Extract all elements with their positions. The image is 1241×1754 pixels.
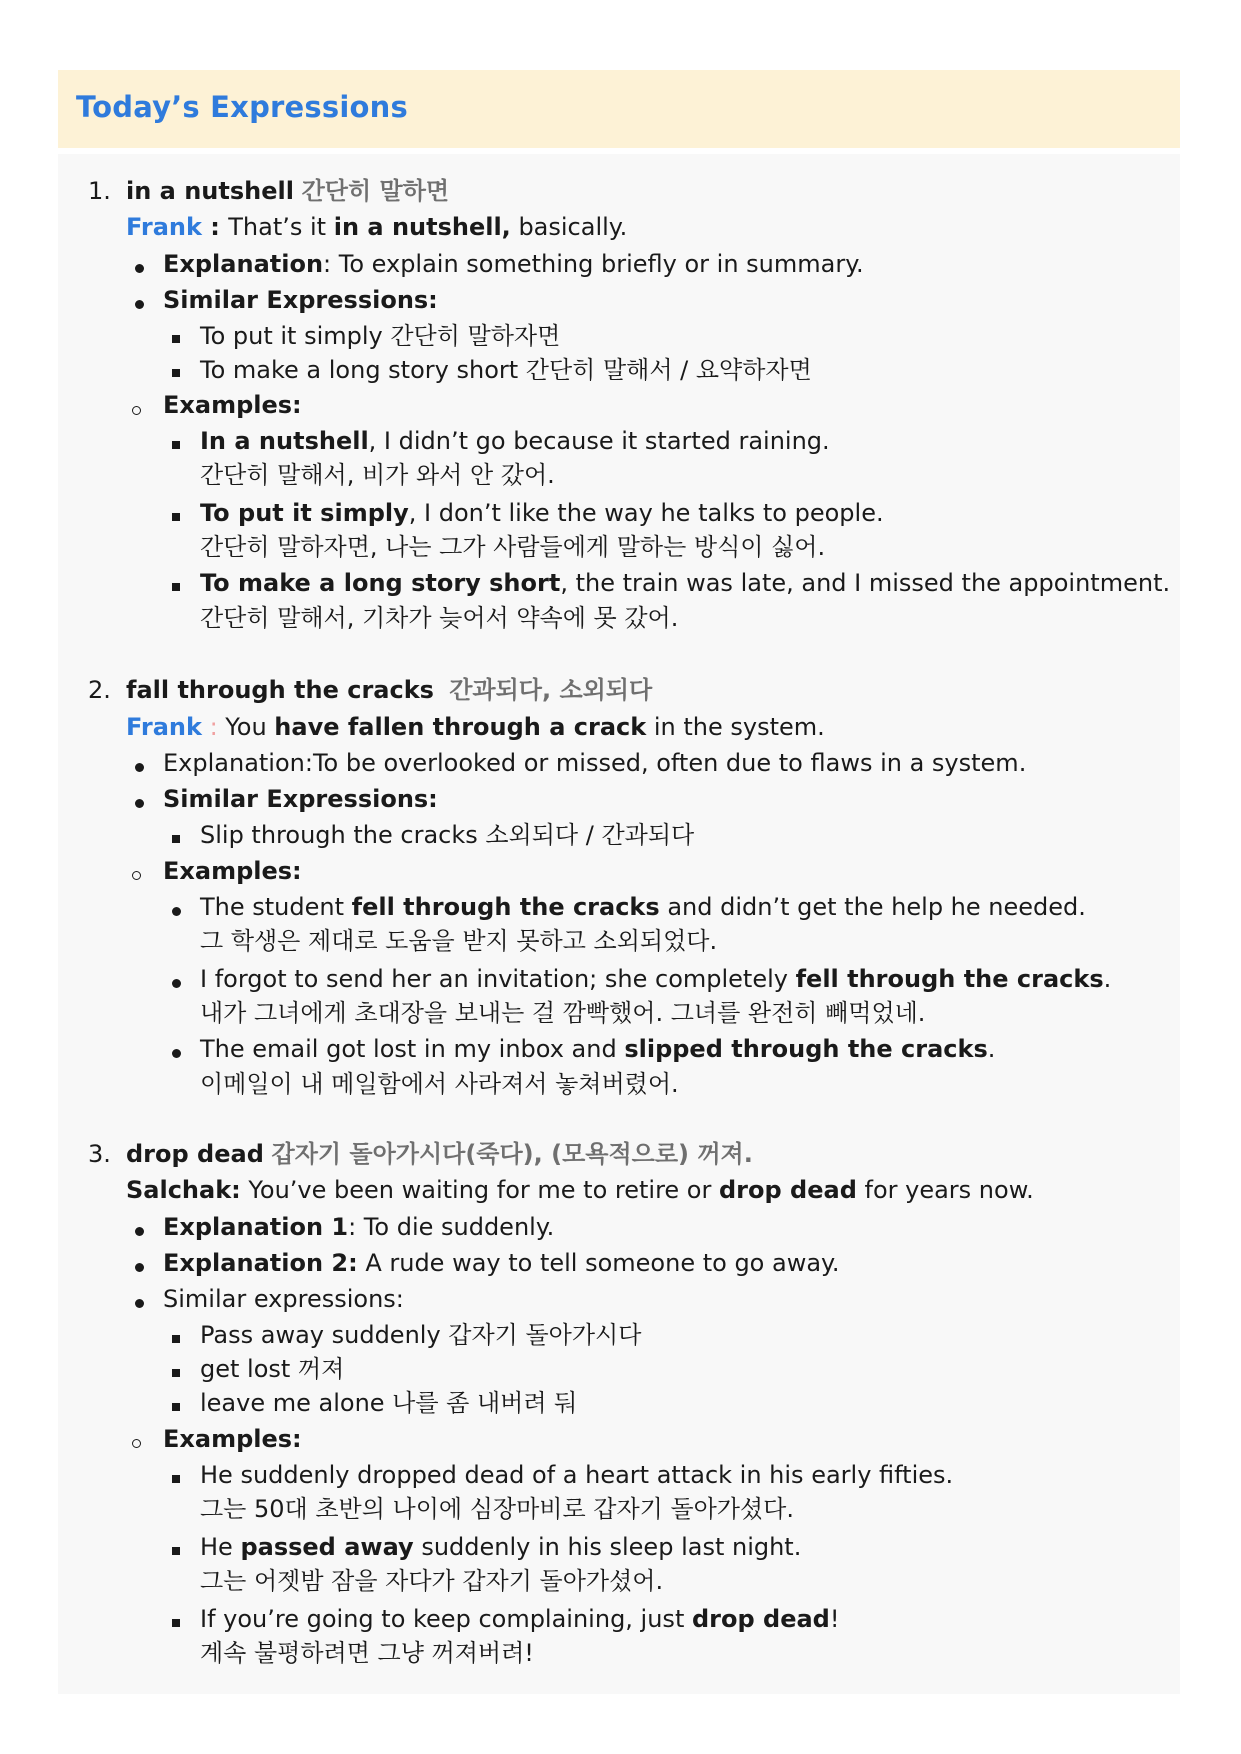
example-highlight: fell through the cracks — [795, 965, 1104, 993]
example-en — [200, 423, 830, 459]
bullet-circle-icon — [132, 871, 141, 880]
example-text: , the train was late, and I missed the appointment. — [560, 569, 1171, 597]
similar-heading — [163, 1281, 404, 1317]
section-title — [126, 173, 449, 209]
section-number: 3. — [88, 1140, 111, 1168]
section-title — [126, 1136, 753, 1172]
example-text: If you’re going to keep complaining, just — [200, 1605, 692, 1633]
expression-korean: 간단히 말하면 — [301, 177, 450, 205]
explanation-label: Explanation — [163, 749, 305, 777]
dialogue-highlight: drop dead — [719, 1176, 857, 1204]
explanation — [163, 1209, 554, 1245]
bullet-square-icon — [172, 1547, 180, 1555]
explanation-text: : To explain something briefly or in summary. — [323, 250, 864, 278]
similar-item: To put it simply 간단히 말하자면 — [200, 322, 561, 350]
example-text: and didn’t get the help he needed. — [659, 893, 1086, 921]
speaker-name: Frank — [126, 713, 202, 741]
expression: drop dead — [126, 1140, 264, 1168]
bullet-disc-icon — [135, 1227, 144, 1236]
example-en — [200, 565, 1170, 601]
bullet-square-icon — [172, 1335, 180, 1343]
similar-label: Similar Expressions: — [163, 286, 438, 314]
example-en — [200, 961, 1111, 997]
example-ko: 내가 그녀에게 초대장을 보내는 걸 깜빡했어. 그녀를 완전히 빼먹었네. — [200, 999, 926, 1027]
explanation — [163, 246, 864, 282]
example-text: I forgot to send her an invitation; she completely — [200, 965, 796, 993]
example-highlight: fell through the cracks — [351, 893, 660, 921]
bullet-disc-icon — [135, 1299, 144, 1308]
explanation — [163, 745, 1026, 781]
example-highlight: passed away — [240, 1533, 414, 1561]
example-highlight: drop dead — [691, 1605, 830, 1633]
dialogue-text: That’s it — [228, 213, 334, 241]
example-text: The student — [200, 893, 352, 921]
similar-colon: : — [395, 1285, 404, 1313]
bullet-disc-icon — [172, 1049, 181, 1058]
explanation-text: : To die suddenly. — [348, 1213, 555, 1241]
example-text: suddenly in his sleep last night. — [413, 1533, 802, 1561]
expression-korean: 간과되다, 소외되다 — [449, 676, 653, 704]
example-text: . — [987, 1035, 996, 1063]
speaker-separator: : — [201, 213, 229, 241]
speaker-separator: : — [201, 713, 226, 741]
speaker-name: Frank — [126, 213, 202, 241]
expression: fall through the cracks — [126, 676, 434, 704]
example-text: , I didn’t go because it started raining. — [368, 427, 830, 455]
bullet-square-icon — [172, 1475, 180, 1483]
example-ko: 간단히 말해서, 기차가 늦어서 약속에 못 갔어. — [200, 604, 679, 632]
similar-label: Similar expressions — [163, 1285, 396, 1313]
bullet-square-icon — [172, 583, 180, 591]
similar-item: To make a long story short 간단히 말해서 / 요약하자면 — [200, 356, 812, 384]
example-highlight: slipped through the cracks — [624, 1035, 988, 1063]
example-en — [200, 495, 884, 531]
explanation-text: A rude way to tell someone to go away. — [357, 1249, 840, 1277]
example-en — [200, 1031, 995, 1067]
example-highlight: To put it simply — [200, 499, 409, 527]
page-title: Today’s Expressions — [76, 90, 408, 124]
example-ko: 그는 어젯밤 잠을 자다가 갑자기 돌아가셨어. — [200, 1567, 664, 1595]
explanation — [163, 1245, 839, 1281]
bullet-square-icon — [172, 369, 180, 377]
explanation-label: Explanation 2: — [163, 1249, 358, 1277]
example-text: ! — [829, 1605, 840, 1633]
example-highlight: To make a long story short — [200, 569, 561, 597]
bullet-disc-icon — [135, 799, 144, 808]
example-text: He — [200, 1533, 241, 1561]
section-number: 1. — [88, 177, 111, 205]
example-text: The email got lost in my inbox and — [200, 1035, 625, 1063]
example-text: , I don’t like the way he talks to people. — [408, 499, 884, 527]
examples-label: Examples: — [163, 1425, 302, 1453]
bullet-disc-icon — [172, 979, 181, 988]
bullet-disc-icon — [172, 907, 181, 916]
example-ko: 간단히 말하자면, 나는 그가 사람들에게 말하는 방식이 싫어. — [200, 533, 826, 561]
dialogue-text: You — [225, 713, 275, 741]
example-en — [200, 889, 1086, 925]
dialogue-text: You’ve been waiting for me to retire or — [240, 1176, 719, 1204]
example-ko: 이메일이 내 메일함에서 사라져서 놓쳐버렸어. — [200, 1070, 679, 1098]
explanation-text: :To be overlooked or missed, often due to flaws in a system. — [304, 749, 1027, 777]
dialogue-highlight: in a nutshell, — [333, 213, 511, 241]
bullet-square-icon — [172, 1619, 180, 1627]
similar-item: get lost 꺼져 — [200, 1355, 345, 1383]
explanation-label: Explanation 1 — [163, 1213, 349, 1241]
example-en: He suddenly dropped dead of a heart attack in his early fifties. — [200, 1461, 954, 1489]
section-title — [126, 672, 652, 708]
bullet-disc-icon — [135, 763, 144, 772]
example-text: . — [1103, 965, 1112, 993]
bullet-square-icon — [172, 835, 180, 843]
example-ko: 간단히 말해서, 비가 와서 안 갔어. — [200, 461, 555, 489]
speaker-name: Salchak: — [126, 1176, 241, 1204]
examples-heading — [163, 853, 302, 889]
dialogue-highlight: have fallen through a crack — [274, 713, 647, 741]
bullet-square-icon — [172, 1369, 180, 1377]
header-banner — [58, 70, 1180, 148]
example-ko: 그 학생은 제대로 도움을 받지 못하고 소외되었다. — [200, 927, 718, 955]
bullet-square-icon — [172, 335, 180, 343]
bullet-disc-icon — [135, 264, 144, 273]
dialogue-text: basically. — [510, 213, 628, 241]
example-en — [200, 1529, 801, 1565]
similar-item: leave me alone 나를 좀 내버려 둬 — [200, 1389, 578, 1417]
similar-heading — [163, 781, 438, 817]
example-ko: 계속 불평하려면 그냥 꺼져버려! — [200, 1639, 534, 1667]
examples-label: Examples: — [163, 857, 302, 885]
dialogue-text: in the system. — [646, 713, 825, 741]
dialogue-text: for years now. — [856, 1176, 1034, 1204]
similar-item: Slip through the cracks 소외되다 / 간과되다 — [200, 821, 695, 849]
section-number: 2. — [88, 676, 111, 704]
bullet-circle-icon — [132, 1439, 141, 1448]
expression: in a nutshell — [126, 177, 294, 205]
similar-label: Similar Expressions: — [163, 785, 438, 813]
dialogue-line — [126, 1172, 1034, 1208]
examples-heading — [163, 1421, 302, 1457]
examples-heading — [163, 387, 302, 423]
example-ko: 그는 50대 초반의 나이에 심장마비로 갑자기 돌아가셨다. — [200, 1495, 794, 1523]
expression-korean: 갑자기 돌아가시다(죽다), (모욕적으로) 꺼져. — [271, 1140, 753, 1168]
examples-label: Examples: — [163, 391, 302, 419]
explanation-label: Explanation — [163, 250, 324, 278]
dialogue-line — [126, 209, 627, 245]
bullet-square-icon — [172, 513, 180, 521]
similar-item: Pass away suddenly 갑자기 돌아가시다 — [200, 1321, 642, 1349]
bullet-disc-icon — [135, 300, 144, 309]
bullet-disc-icon — [135, 1263, 144, 1272]
example-highlight: In a nutshell — [200, 427, 369, 455]
similar-heading — [163, 282, 438, 318]
bullet-square-icon — [172, 441, 180, 449]
bullet-circle-icon — [132, 406, 141, 415]
bullet-square-icon — [172, 1403, 180, 1411]
example-en — [200, 1601, 839, 1637]
dialogue-line — [126, 709, 825, 745]
